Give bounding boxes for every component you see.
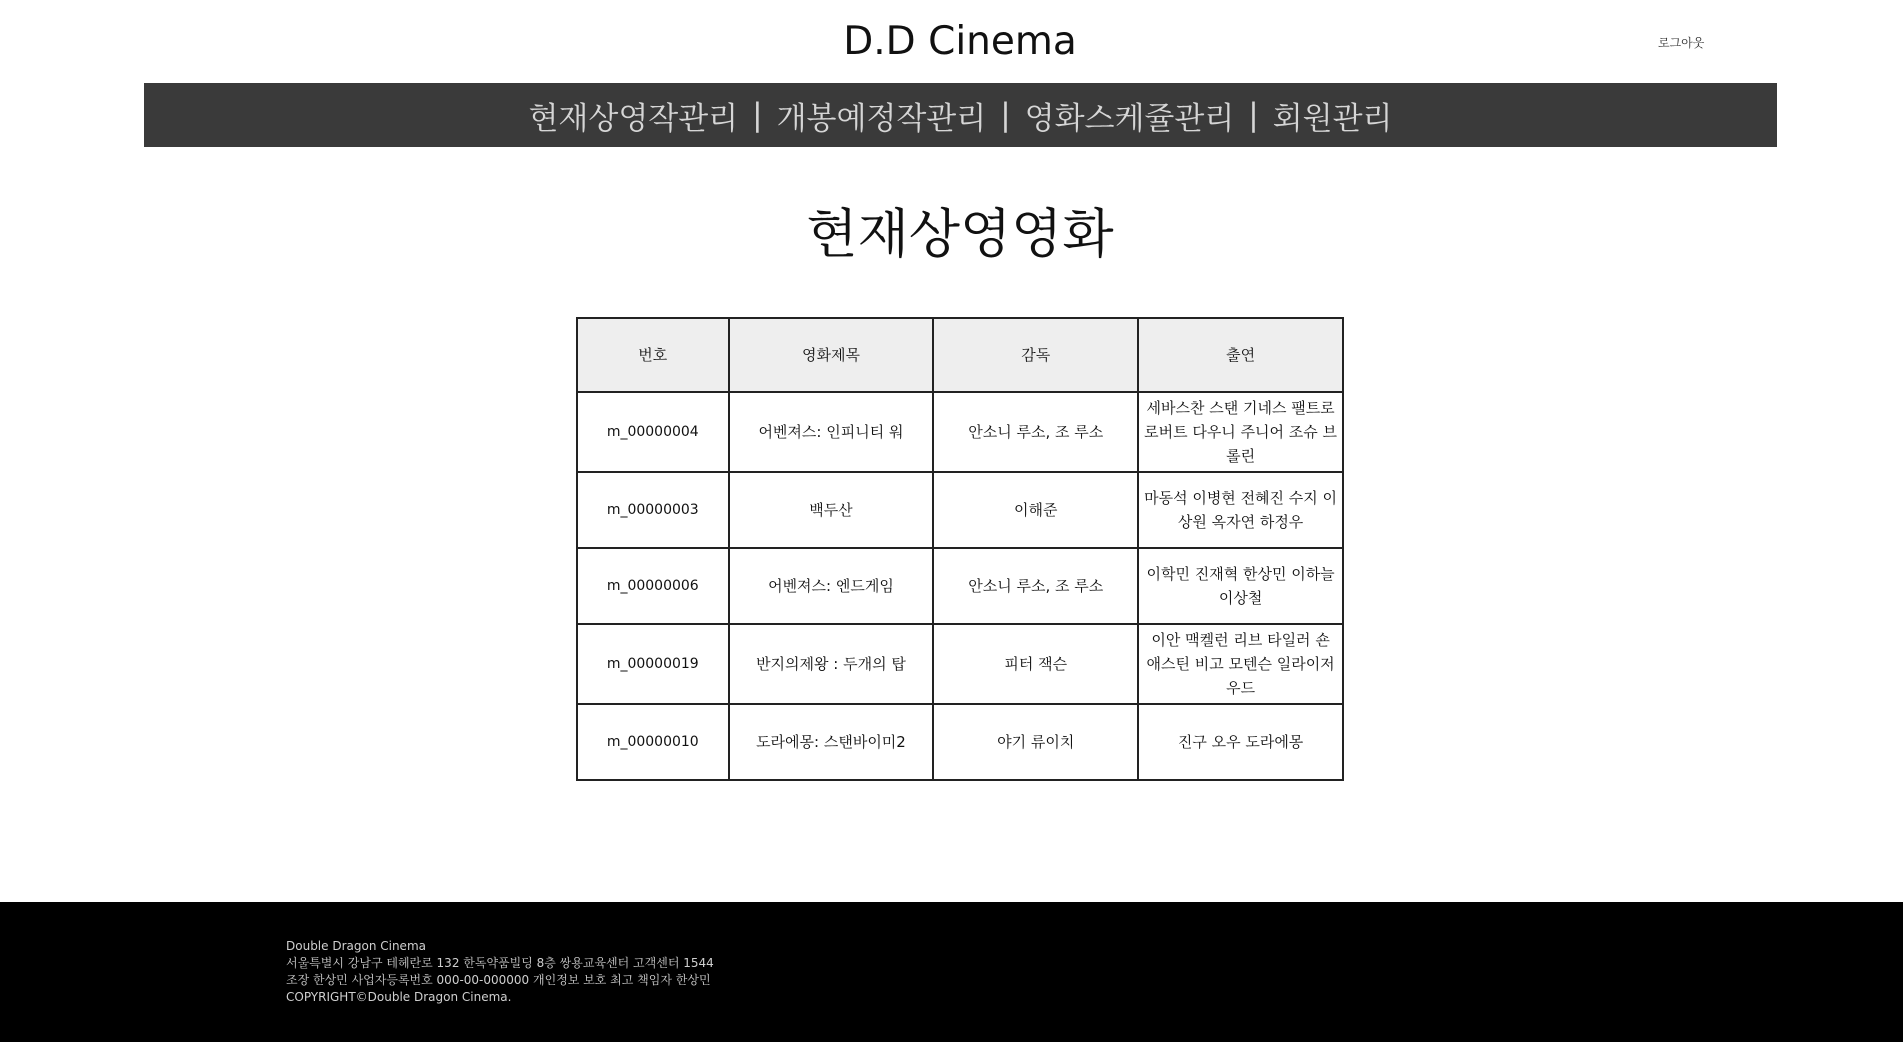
table-row[interactable] bbox=[577, 704, 1343, 780]
cell-director: 안소니 루소, 조 루소 bbox=[933, 548, 1138, 624]
cell-movie-id: m_00000019 bbox=[577, 624, 729, 704]
table-header-row bbox=[577, 318, 1343, 392]
footer-address: 서울특별시 강남구 테헤란로 132 한독약품빌딩 8층 쌍용교육센터 고객센터 1544 bbox=[286, 956, 714, 970]
footer-company: Double Dragon Cinema bbox=[286, 939, 426, 953]
table-row[interactable] bbox=[577, 548, 1343, 624]
cell-movie-id: m_00000004 bbox=[577, 392, 729, 472]
site-title[interactable]: D.D Cinema bbox=[843, 19, 1077, 64]
footer bbox=[0, 902, 1903, 1042]
nav-item-current-movies[interactable]: 현재상영작관리 bbox=[528, 100, 739, 137]
nav-separator: | bbox=[1248, 97, 1259, 133]
nav-item-upcoming-movies[interactable]: 개봉예정작관리 bbox=[776, 100, 987, 137]
cell-director: 피터 잭슨 bbox=[933, 624, 1138, 704]
cell-movie-id: m_00000003 bbox=[577, 472, 729, 548]
cell-director: 야기 류이치 bbox=[933, 704, 1138, 780]
nav-separator: | bbox=[752, 97, 763, 133]
cell-movie-id: m_00000006 bbox=[577, 548, 729, 624]
cell-cast: 이학민 진재혁 한상민 이하늘 이상철 bbox=[1138, 548, 1343, 624]
footer-registration: 조장 한상민 사업자등록번호 000-00-000000 개인정보 보호 최고 책임자 한상민 bbox=[286, 973, 711, 987]
nav-separator: | bbox=[1000, 97, 1011, 133]
nav-item-movie-schedule[interactable]: 영화스케쥴관리 bbox=[1024, 100, 1235, 137]
main-nav bbox=[144, 83, 1777, 147]
cell-movie-title[interactable]: 백두산 bbox=[729, 472, 934, 548]
cell-director: 안소니 루소, 조 루소 bbox=[933, 392, 1138, 472]
cell-movie-title[interactable]: 도라에몽: 스탠바이미2 bbox=[729, 704, 934, 780]
cell-movie-title[interactable]: 어벤져스: 엔드게임 bbox=[729, 548, 934, 624]
table-row[interactable] bbox=[577, 472, 1343, 548]
table-row[interactable] bbox=[577, 392, 1343, 472]
movie-table bbox=[576, 317, 1344, 781]
cell-director: 이해준 bbox=[933, 472, 1138, 548]
column-header-cast: 출연 bbox=[1138, 318, 1343, 392]
cell-movie-id: m_00000010 bbox=[577, 704, 729, 780]
logout-link[interactable]: 로그아웃 bbox=[1658, 36, 1705, 50]
nav-item-member-management[interactable]: 회원관리 bbox=[1272, 100, 1393, 137]
page-heading: 현재상영영화 bbox=[806, 204, 1114, 265]
cell-movie-title[interactable]: 반지의제왕 : 두개의 탑 bbox=[729, 624, 934, 704]
column-header-id: 번호 bbox=[577, 318, 729, 392]
table-row[interactable] bbox=[577, 624, 1343, 704]
footer-copyright: COPYRIGHT©Double Dragon Cinema. bbox=[286, 990, 512, 1004]
cell-cast: 진구 오우 도라에몽 bbox=[1138, 704, 1343, 780]
cell-cast: 이안 맥켈런 리브 타일러 숀 애스틴 비고 모텐슨 일라이저 우드 bbox=[1138, 624, 1343, 704]
footer-info bbox=[286, 938, 714, 1006]
column-header-director: 감독 bbox=[933, 318, 1138, 392]
cell-movie-title[interactable]: 어벤져스: 인피니티 워 bbox=[729, 392, 934, 472]
column-header-title: 영화제목 bbox=[729, 318, 934, 392]
cell-cast: 마동석 이병현 전혜진 수지 이상원 옥자연 하정우 bbox=[1138, 472, 1343, 548]
cell-cast: 세바스찬 스탠 기네스 팰트로 로버트 다우니 주니어 조슈 브롤린 bbox=[1138, 392, 1343, 472]
